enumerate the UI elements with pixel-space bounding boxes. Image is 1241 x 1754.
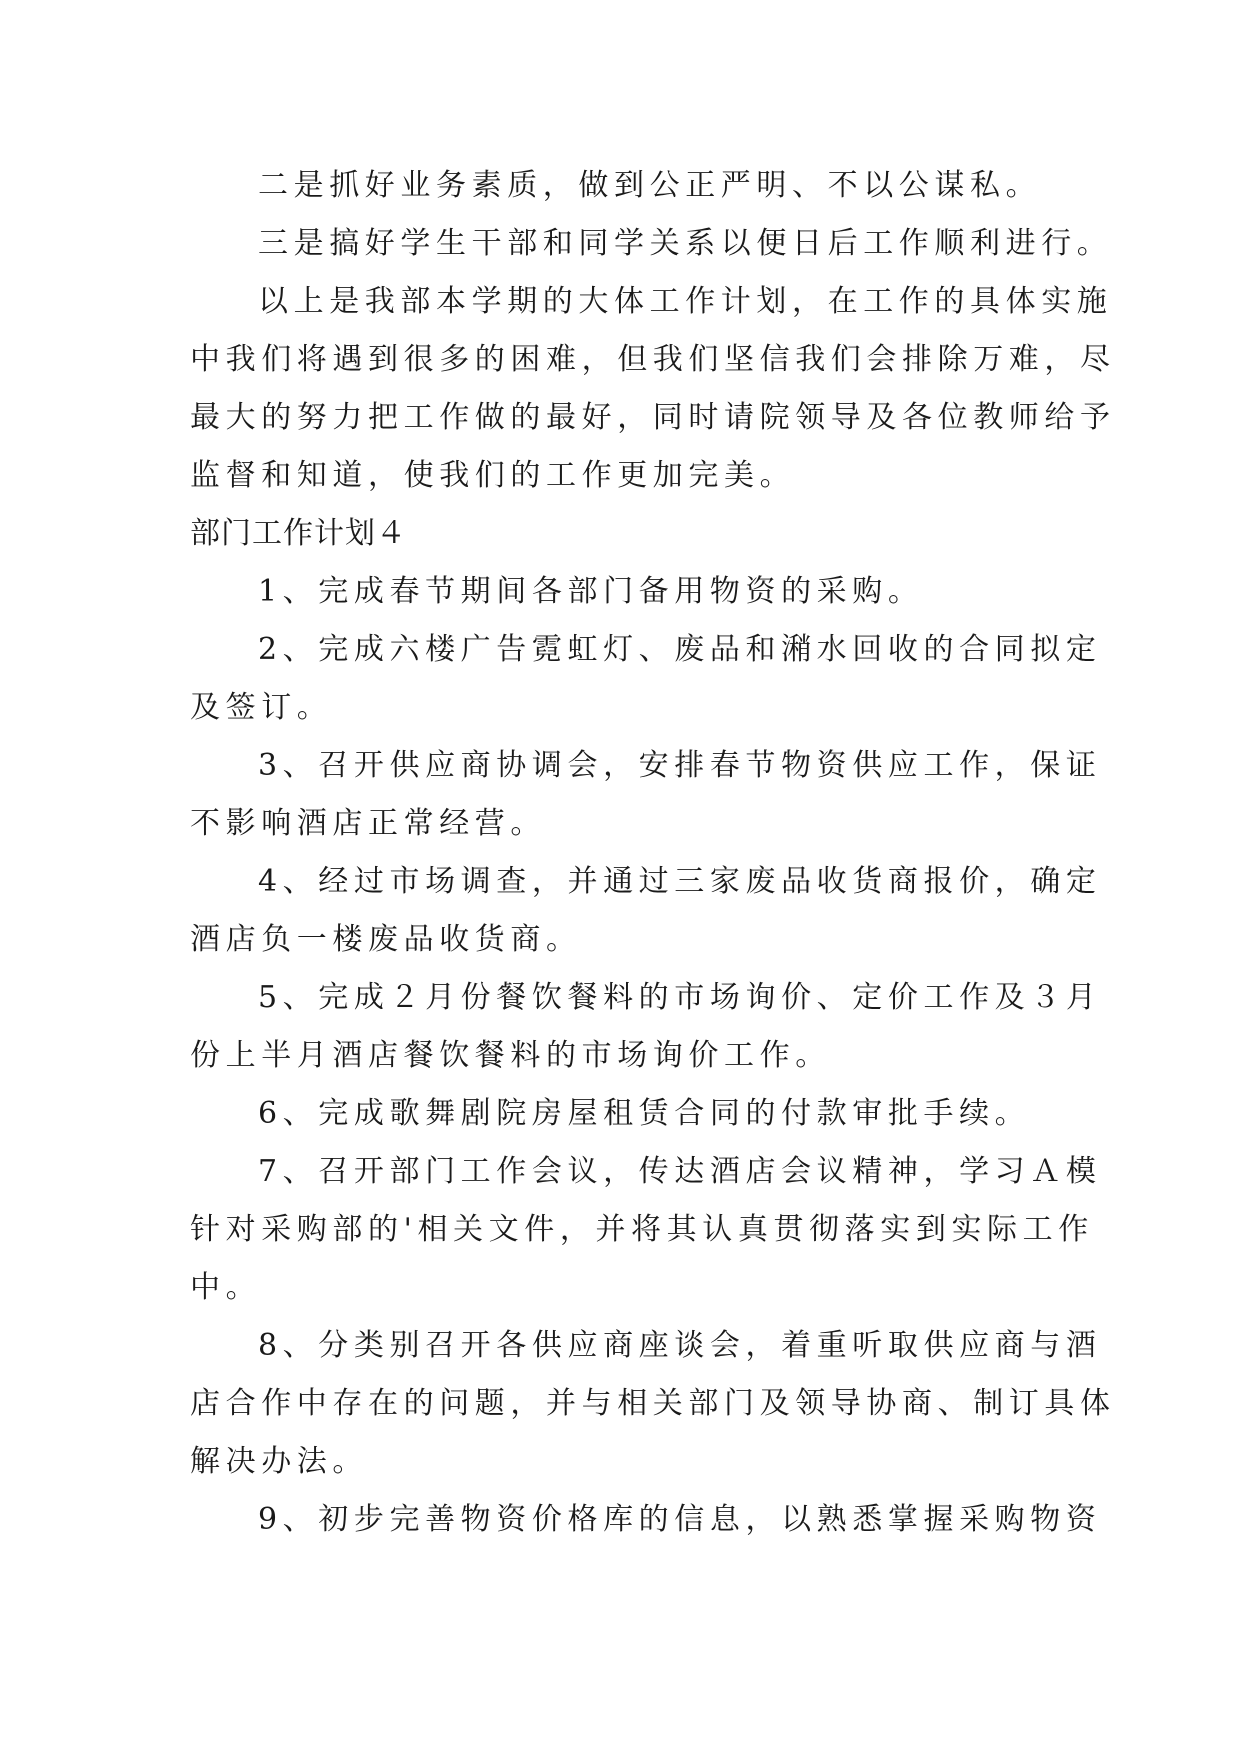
list-item-continuation: 中。 (190, 1270, 262, 1305)
list-item: 1、完成春节期间各部门备用物资的采购。 (258, 574, 924, 609)
list-item: 8、分类别召开各供应商座谈会，着重听取供应商与酒 (258, 1328, 1102, 1363)
list-item: 7、召开部门工作会议，传达酒店会议精神，学习Ａ模 (258, 1154, 1102, 1189)
list-item-continuation: 酒店负一楼废品收货商。 (190, 922, 582, 957)
section-heading: 部门工作计划４ (190, 516, 407, 551)
list-item-continuation: 不影响酒店正常经营。 (190, 806, 546, 841)
paragraph-line: 二是抓好业务素质，做到公正严明、不以公谋私。 (258, 168, 1042, 203)
paragraph-line: 三是搞好学生干部和同学关系以便日后工作顺利进行。 (258, 226, 1113, 261)
list-item: 6、完成歌舞剧院房屋租赁合同的付款审批手续。 (258, 1096, 1031, 1131)
list-item-continuation: 店合作中存在的问题，并与相关部门及领导协商、制订具体 (190, 1386, 1116, 1421)
list-item-continuation: 解决办法。 (190, 1444, 368, 1479)
list-item: 5、完成２月份餐饮餐料的市场询价、定价工作及３月 (258, 980, 1102, 1015)
list-item-continuation: 及签订。 (190, 690, 333, 725)
paragraph-line: 中我们将遇到很多的困难，但我们坚信我们会排除万难，尽 (190, 342, 1116, 377)
list-item: 2、完成六楼广告霓虹灯、废品和潲水回收的合同拟定 (258, 632, 1102, 667)
list-item: 9、初步完善物资价格库的信息，以熟悉掌握采购物资 (258, 1502, 1102, 1537)
list-item: 4、经过市场调查，并通过三家废品收货商报价，确定 (258, 864, 1102, 899)
paragraph-line: 最大的努力把工作做的最好，同时请院领导及各位教师给予 (190, 400, 1116, 435)
list-item: 3、召开供应商协调会，安排春节物资供应工作，保证 (258, 748, 1102, 783)
paragraph-line: 监督和知道，使我们的工作更加完美。 (190, 458, 796, 493)
list-item-continuation: 份上半月酒店餐饮餐料的市场询价工作。 (190, 1038, 831, 1073)
list-item-continuation: 针对采购部的'相关文件，并将其认真贯彻落实到实际工作 (190, 1212, 1094, 1247)
paragraph-line: 以上是我部本学期的大体工作计划，在工作的具体实施 (258, 284, 1113, 319)
